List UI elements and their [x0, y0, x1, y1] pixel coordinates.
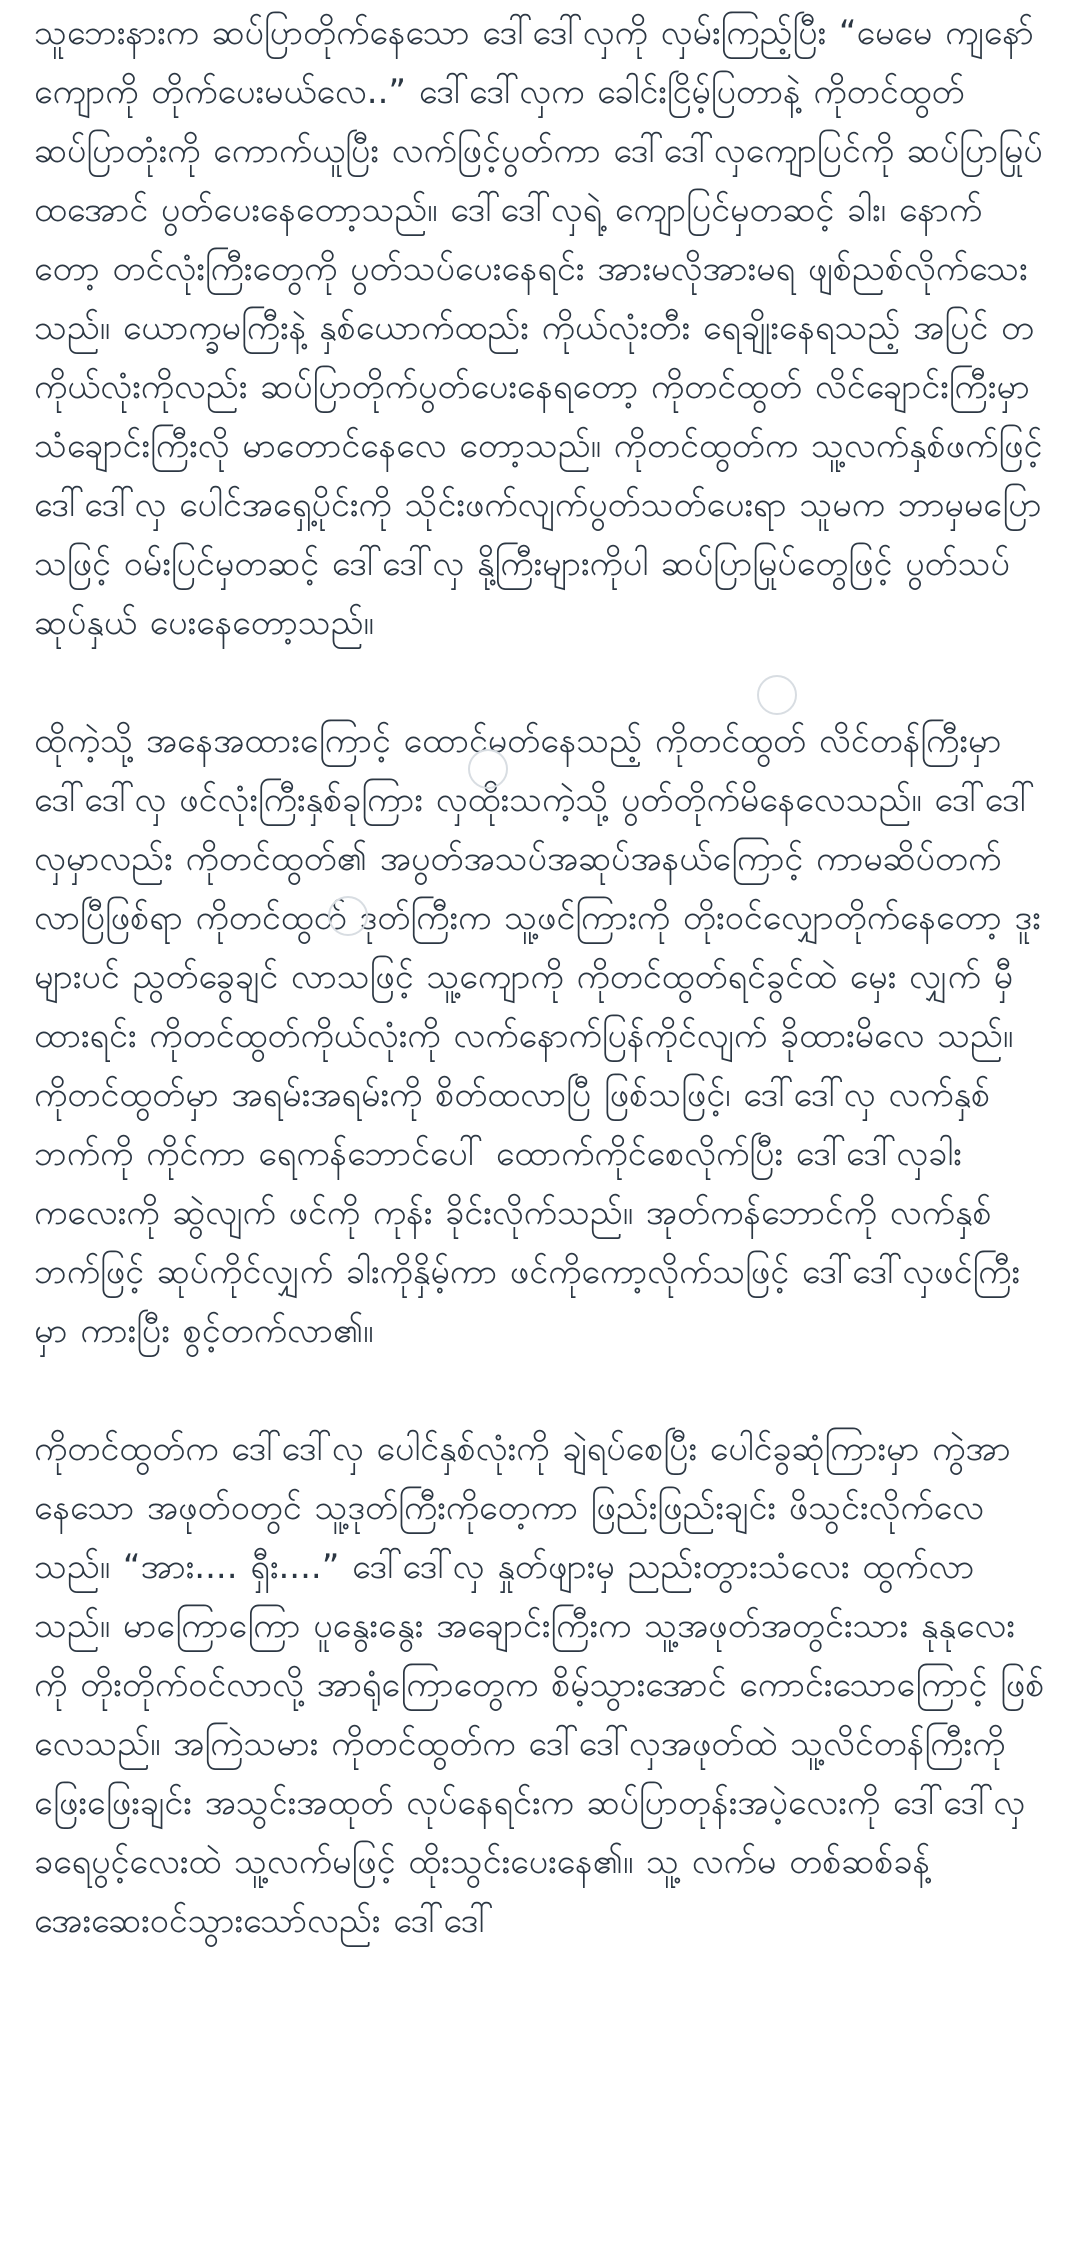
story-paragraph-3: ကိုတင်ထွတ်က ဒေါ်ဒေါ်လှ ပေါင်နှစ်လုံးကို ချဲရပ်စေပြီး ပေါင်ခွဆုံကြားမှာ ကွဲအာနေသော အဖုတ်ဝတွင် သူ့ဒုတ်ကြီးကိုတေ့ကာ ဖြည်းဖြည်းချင်း ဖိသွင်းလိုက်လေသည်။ “အား.... ရှီး....” ဒေါ်ဒေါ်လှ နှုတ်ဖျားမှ ညည်းတွားသံလေး ထွက်လာသည်။ မာကြောကြော ပူနွေးနွေး အချောင်းကြီးက သူ့အဖုတ်အတွင်းသား နုနုလေးကို တိုးတိုက်ဝင်လာလို့ အာရုံကြောတွေက စိမ့်သွားအောင် ကောင်းသောကြောင့် ဖြစ်လေသည်။ အကြဲသမား ကိုတင်ထွတ်က ဒေါ်ဒေါ်လှအဖုတ်ထဲ သူ့လိင်တန်ကြီးကို ဖြေးဖြေးချင်း အသွင်းအထုတ် လုပ်နေရင်းက ဆပ်ပြာတုန်းအပဲ့လေးကို ဒေါ်ဒေါ်လှ ခရေပွင့်လေးထဲ သူ့လက်မဖြင့် ထိုးသွင်းပေးနေ၏။ သူ့ လက်မ တစ်ဆစ်ခန့် အေးဆေးဝင်သွားသော်လည်း ဒေါ်ဒေါ်: [34, 1429, 1045, 1941]
story-paragraph-1: သူဘေးနားက ဆပ်ပြာတိုက်နေသော ဒေါ်ဒေါ်လှကို လှမ်းကြည့်ပြီး “မေမေ ကျနော် ကျောကို တိုက်ပေးမယ်လေ..” ဒေါ်ဒေါ်လှက ခေါင်းငြိမ့်ပြတာနဲ့ ကိုတင်ထွတ် ဆပ်ပြာတုံးကို ကောက်ယူပြီး လက်ဖြင့်ပွတ်ကာ ဒေါ်ဒေါ်လှကျောပြင်ကို ဆပ်ပြာမြုပ်ထအောင် ပွတ်ပေးနေတော့သည်။ ဒေါ်ဒေါ်လှရဲ့ ကျောပြင်မှတဆင့် ခါး၊ နောက်တော့ တင်လုံးကြီးတွေကို ပွတ်သပ်ပေးနေရင်း အားမလိုအားမရ ဖျစ်ညစ်လိုက်သေးသည်။ ယောက္ခမကြီးနဲ့ နှစ်ယောက်ထည်း ကိုယ်လုံးတီး ရေချိုးနေရသည့် အပြင် တကိုယ်လုံးကိုလည်း ဆပ်ပြာတိုက်ပွတ်ပေးနေရတော့ ကိုတင်ထွတ် လိင်ချောင်းကြီးမှာ သံချောင်းကြီးလို မာတောင်နေလေ တော့သည်။ ကိုတင်ထွတ်က သူ့လက်နှစ်ဖက်ဖြင့် ဒေါ်ဒေါ်လှ ပေါင်အရှေ့ပိုင်းကို သိုင်းဖက်လျက်ပွတ်သတ်ပေးရာ သူမက ဘာမှမပြော သဖြင့် ဝမ်းပြင်မှတဆင့် ဒေါ်ဒေါ်လှ နို့ကြီးများကိုပါ ဆပ်ပြာမြုပ်တွေဖြင့် ပွတ်သပ်ဆုပ်နှယ် ပေးနေတော့သည်။: [34, 13, 1043, 643]
story-text: [34, 4, 1046, 1951]
story-paragraph-2: ထိုကဲ့သို့ အနေအထားကြောင့် ထောင်မတ်နေသည့် ကိုတင်ထွတ် လိင်တန်ကြီးမှာ ဒေါ်ဒေါ်လှ ဖင်လုံးကြီးနှစ်ခုကြား လှထိုးသကဲ့သို့ ပွတ်တိုက်မိနေလေသည်။ ဒေါ်ဒေါ်လှမှာလည်း ကိုတင်ထွတ်၏ အပွတ်အသပ်အဆုပ်အနယ်ကြောင့် ကာမဆိပ်တက်လာပြီဖြစ်ရာ ကိုတင်ထွတ် ဒုတ်ကြီးက သူ့ဖင်ကြားကို တိုးဝင်လျှောတိုက်နေတော့ ဒူးများပင် ညွတ်ခွေချင် လာသဖြင့် သူ့ကျောကို ကိုတင်ထွတ်ရင်ခွင်ထဲ မှေး လျှက် မှီထားရင်း ကိုတင်ထွတ်ကိုယ်လုံးကို လက်နောက်ပြန်ကိုင်လျက် ခိုထားမိလေ သည်။ ကိုတင်ထွတ်မှာ အရမ်းအရမ်းကို စိတ်ထလာပြီ ဖြစ်သဖြင့်၊ ဒေါ်ဒေါ်လှ လက်နှစ်ဘက်ကို ကိုင်ကာ ရေကန်ဘောင်ပေါ် ထောက်ကိုင်စေလိုက်ပြီး ဒေါ်ဒေါ်လှခါးကလေးကို ဆွဲလျက် ဖင်ကို ကုန်း ခိုင်းလိုက်သည်။ အုတ်ကန်ဘောင်ကို လက်နှစ်ဘက်ဖြင့် ဆုပ်ကိုင်လျှက် ခါးကိုနှိမ့်ကာ ဖင်ကိုကော့လိုက်သဖြင့် ဒေါ်ဒေါ်လှဖင်ကြီးမှာ ကားပြီး စွင့်တက်လာ၏။: [34, 721, 1041, 1351]
